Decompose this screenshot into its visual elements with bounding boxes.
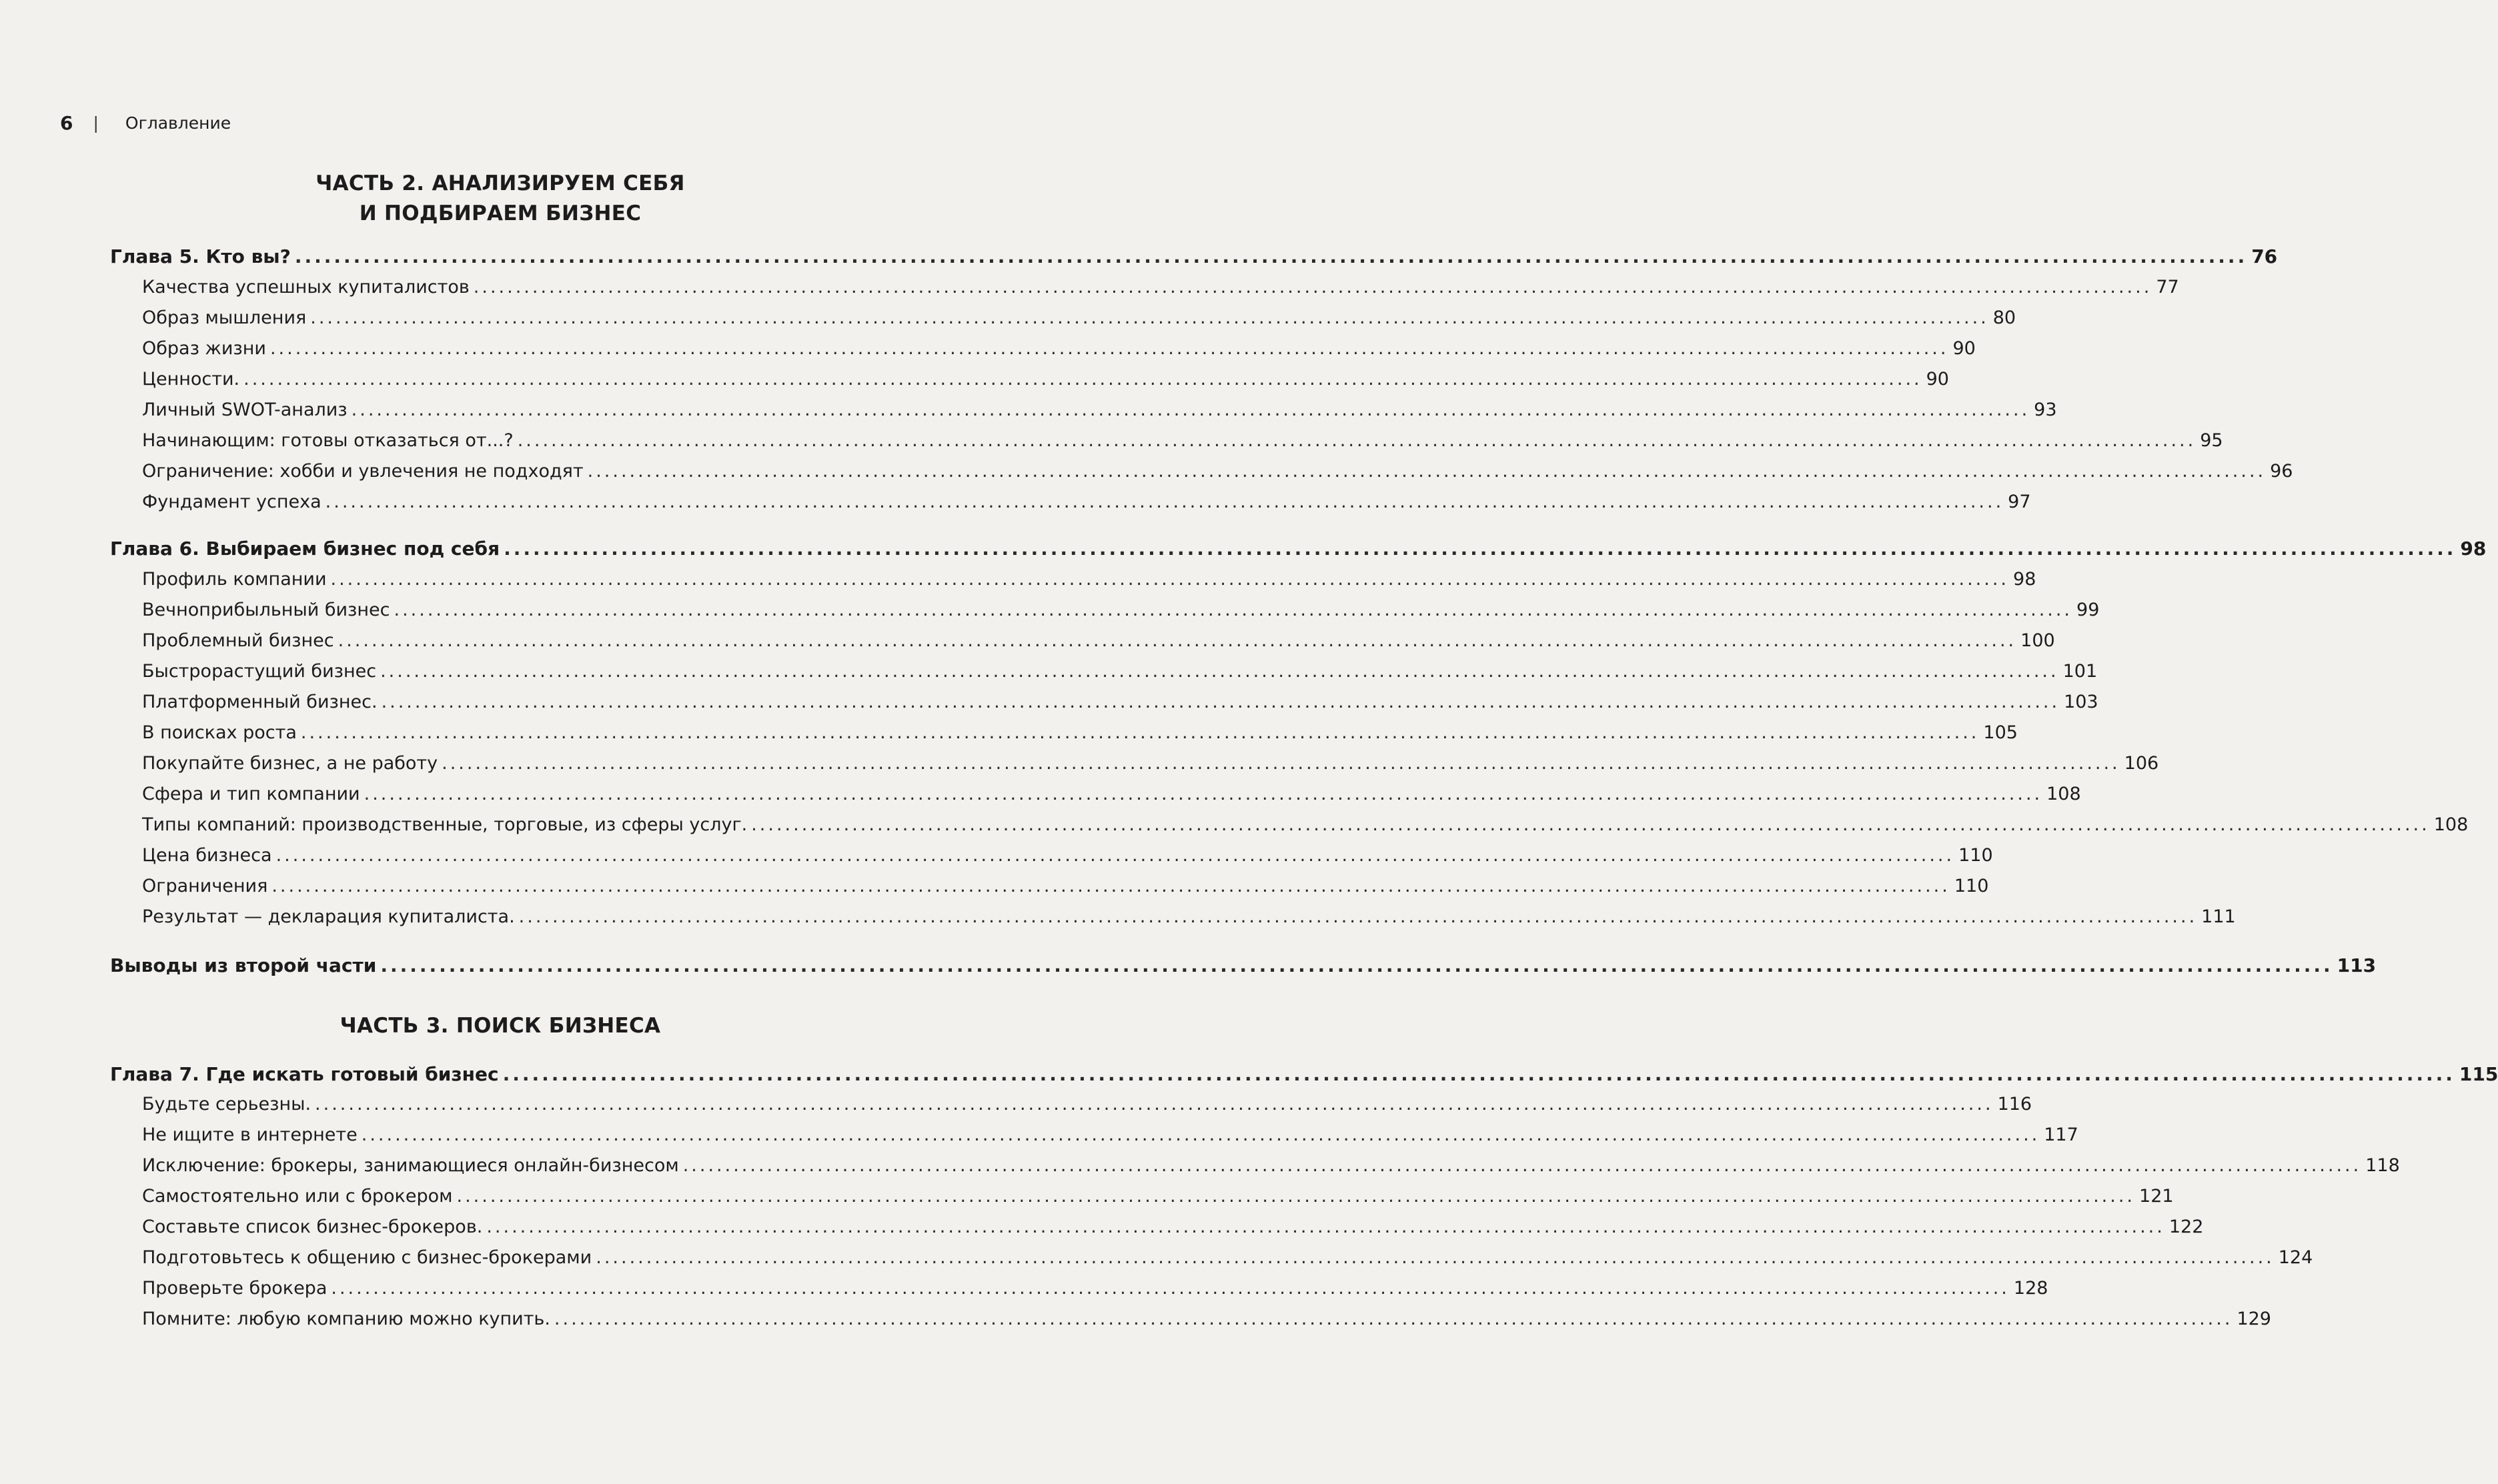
- section-title: Вечноприбыльный бизнес: [142, 600, 390, 620]
- page-ref: 99: [2076, 600, 2100, 620]
- leader-dots: ........................................................................................................................................................................................................: [456, 1186, 2136, 1207]
- toc-section[interactable]: [110, 814, 2469, 835]
- page-ref: 90: [1952, 338, 1976, 359]
- toc-section[interactable]: [110, 692, 2098, 712]
- leader-dots: ........................................................................................................................................................................................................: [473, 277, 2152, 297]
- toc-section[interactable]: [110, 1309, 2271, 1329]
- toc-section[interactable]: [110, 845, 1993, 866]
- page-ref: 101: [2062, 661, 2098, 682]
- page-ref: 98: [2013, 569, 2036, 590]
- section-title: Результат — декларация купиталиста.: [142, 906, 515, 927]
- section-title: Сфера и тип компании: [142, 784, 360, 804]
- leader-dots: ........................................................................................................................................................................................................: [269, 338, 1949, 359]
- chapter-title: Глава 5. Кто вы?: [110, 245, 291, 267]
- page-ref: 103: [2064, 692, 2098, 712]
- leader-dots: ........................................................................................................................................................................................................: [294, 245, 2248, 267]
- section-title: Самостоятельно или с брокером: [142, 1186, 453, 1207]
- page-ref: 97: [2008, 492, 2031, 512]
- toc-section[interactable]: [110, 338, 1976, 359]
- page-ref: 113: [2337, 954, 2377, 976]
- toc-section[interactable]: [110, 277, 2179, 297]
- leader-dots: ........................................................................................................................................................................................................: [315, 1094, 1994, 1115]
- section-title: Качества успешных купиталистов: [142, 277, 470, 297]
- section-title: Не ищите в интернете: [142, 1125, 358, 1145]
- toc-section[interactable]: [110, 600, 2100, 620]
- toc-section[interactable]: [110, 1094, 2032, 1115]
- leader-dots: ........................................................................................................................................................................................................: [587, 461, 2267, 482]
- leader-dots: ........................................................................................................................................................................................................: [364, 784, 2043, 804]
- toc-section[interactable]: [110, 369, 1949, 390]
- toc-section[interactable]: [110, 1125, 2078, 1145]
- section-title: Проверьте брокера: [142, 1278, 328, 1299]
- toc-section[interactable]: [110, 906, 2236, 927]
- page-ref: 122: [2168, 1217, 2204, 1237]
- leader-dots: ........................................................................................................................................................................................................: [351, 400, 2030, 420]
- toc-section[interactable]: [110, 876, 1989, 896]
- toc-section[interactable]: [110, 753, 2159, 774]
- leader-dots: ........................................................................................................................................................................................................: [442, 753, 2120, 774]
- toc-section[interactable]: [110, 661, 2098, 682]
- toc-section[interactable]: [110, 461, 2293, 482]
- toc-section[interactable]: [110, 722, 2018, 743]
- section-title: Помните: любую компанию можно купить.: [142, 1309, 550, 1329]
- section-title: Фундамент успеха: [142, 492, 322, 512]
- toc-section[interactable]: [110, 569, 2036, 590]
- running-header: [60, 112, 231, 134]
- leader-dots: ........................................................................................................................................................................................................: [380, 954, 2333, 976]
- page-ref: 100: [2020, 630, 2055, 651]
- section-title: Исключение: брокеры, занимающиеся онлайн-бизнесом: [142, 1155, 679, 1176]
- part2-heading-line2: И ПОДБИРАЕМ БИЗНЕС: [359, 201, 642, 225]
- header-title: Оглавление: [125, 113, 231, 133]
- part3-heading: ЧАСТЬ 3. ПОИСК БИЗНЕСА: [340, 1014, 661, 1038]
- leader-dots: ........................................................................................................................................................................................................: [338, 630, 2017, 651]
- toc-chapter-6[interactable]: [110, 538, 2487, 560]
- page-ref: 110: [1954, 876, 1989, 896]
- leader-dots: ........................................................................................................................................................................................................: [502, 1063, 2455, 1085]
- page-ref: 121: [2139, 1186, 2174, 1207]
- page-ref: 77: [2156, 277, 2179, 297]
- section-title: Типы компаний: производственные, торговые, из сферы услуг.: [142, 814, 748, 835]
- section-title: Будьте серьезны.: [142, 1094, 311, 1115]
- section-title: В поисках роста: [142, 722, 297, 743]
- page-ref: 93: [2034, 400, 2057, 420]
- toc-section[interactable]: [110, 1247, 2313, 1268]
- leader-dots: ........................................................................................................................................................................................................: [331, 1278, 2010, 1299]
- page-ref: 117: [2044, 1125, 2078, 1145]
- page-ref: 108: [2433, 814, 2469, 835]
- page-ref: 111: [2201, 906, 2236, 927]
- toc-section[interactable]: [110, 630, 2055, 651]
- leader-dots: ........................................................................................................................................................................................................: [271, 876, 1950, 896]
- section-title: Платформенный бизнес.: [142, 692, 378, 712]
- toc-section[interactable]: [110, 492, 2031, 512]
- page-ref: 95: [2200, 430, 2223, 451]
- section-title: Образ жизни: [142, 338, 266, 359]
- section-title: Ограничения: [142, 876, 268, 896]
- toc-section[interactable]: [110, 1155, 2400, 1176]
- leader-dots: ........................................................................................................................................................................................................: [325, 492, 2004, 512]
- page-ref: 96: [2270, 461, 2293, 482]
- section-title: Цена бизнеса: [142, 845, 272, 866]
- leader-dots: ........................................................................................................................................................................................................: [310, 307, 1989, 328]
- page-ref: 110: [1958, 845, 1993, 866]
- page-ref: 118: [2365, 1155, 2400, 1176]
- section-title: Быстрорастущий бизнес: [142, 661, 377, 682]
- page-ref: 106: [2124, 753, 2159, 774]
- leader-dots: ........................................................................................................................................................................................................: [380, 661, 2059, 682]
- part2-heading-line1: ЧАСТЬ 2. АНАЛИЗИРУЕМ СЕБЯ: [316, 171, 685, 195]
- section-title: Образ мышления: [142, 307, 307, 328]
- leader-dots: ........................................................................................................................................................................................................: [394, 600, 2073, 620]
- toc-section[interactable]: [110, 1217, 2204, 1237]
- toc-section[interactable]: [110, 400, 2057, 420]
- leader-dots: ........................................................................................................................................................................................................: [300, 722, 1980, 743]
- leader-dots: ........................................................................................................................................................................................................: [243, 369, 1922, 390]
- page-ref: 90: [1926, 369, 1949, 390]
- section-title: Ограничение: хобби и увлечения не подходят: [142, 461, 584, 482]
- toc-section[interactable]: [110, 1186, 2174, 1207]
- toc-chapter-7[interactable]: [110, 1063, 2498, 1085]
- page-ref: 108: [2046, 784, 2081, 804]
- leader-dots: ........................................................................................................................................................................................................: [518, 906, 2198, 927]
- page-ref: 115: [2459, 1063, 2498, 1085]
- leader-dots: ........................................................................................................................................................................................................: [381, 692, 2060, 712]
- leader-dots: ........................................................................................................................................................................................................: [361, 1125, 2040, 1145]
- section-title: Подготовьтесь к общению с бизнес-брокерами: [142, 1247, 592, 1268]
- section-title: Покупайте бизнес, а не работу: [142, 753, 438, 774]
- page-number: 6: [60, 112, 73, 134]
- leader-dots: ........................................................................................................................................................................................................: [275, 845, 1955, 866]
- section-title: Начинающим: готовы отказаться от...?: [142, 430, 514, 451]
- leader-dots: ........................................................................................................................................................................................................: [486, 1217, 2165, 1237]
- toc-section[interactable]: [110, 430, 2223, 451]
- leader-dots: ........................................................................................................................................................................................................: [554, 1309, 2233, 1329]
- section-title: Профиль компании: [142, 569, 327, 590]
- leader-dots: ........................................................................................................................................................................................................: [517, 430, 2197, 451]
- page-ref: 116: [1997, 1094, 2032, 1115]
- leader-dots: ........................................................................................................................................................................................................: [596, 1247, 2275, 1268]
- leader-dots: ........................................................................................................................................................................................................: [751, 814, 2430, 835]
- leader-dots: ........................................................................................................................................................................................................: [682, 1155, 2362, 1176]
- toc-section[interactable]: [110, 307, 2016, 328]
- toc-section[interactable]: [110, 1278, 2048, 1299]
- part2-heading: [0, 169, 1001, 229]
- section-title: Проблемный бизнес: [142, 630, 334, 651]
- page-ref: 128: [2013, 1278, 2048, 1299]
- page-ref: 98: [2460, 538, 2487, 560]
- section-title: Составьте список бизнес-брокеров.: [142, 1217, 483, 1237]
- toc-chapter-5[interactable]: [110, 245, 2278, 267]
- section-title: Личный SWOT-анализ: [142, 400, 348, 420]
- leader-dots: ........................................................................................................................................................................................................: [330, 569, 2010, 590]
- page-ref: 129: [2237, 1309, 2271, 1329]
- page-ref: 76: [2251, 245, 2278, 267]
- toc-conclusions-part2[interactable]: [110, 954, 2377, 976]
- page-ref: 124: [2278, 1247, 2313, 1268]
- page-ref: 80: [1992, 307, 2016, 328]
- chapter-title: Глава 6. Выбираем бизнес под себя: [110, 538, 500, 560]
- toc-section[interactable]: [110, 784, 2081, 804]
- chapter-title: Выводы из второй части: [110, 954, 377, 976]
- header-separator: |: [93, 113, 99, 133]
- page-ref: 105: [1983, 722, 2018, 743]
- section-title: Ценности.: [142, 369, 240, 390]
- leader-dots: ........................................................................................................................................................................................................: [504, 538, 2457, 560]
- chapter-title: Глава 7. Где искать готовый бизнес: [110, 1063, 499, 1085]
